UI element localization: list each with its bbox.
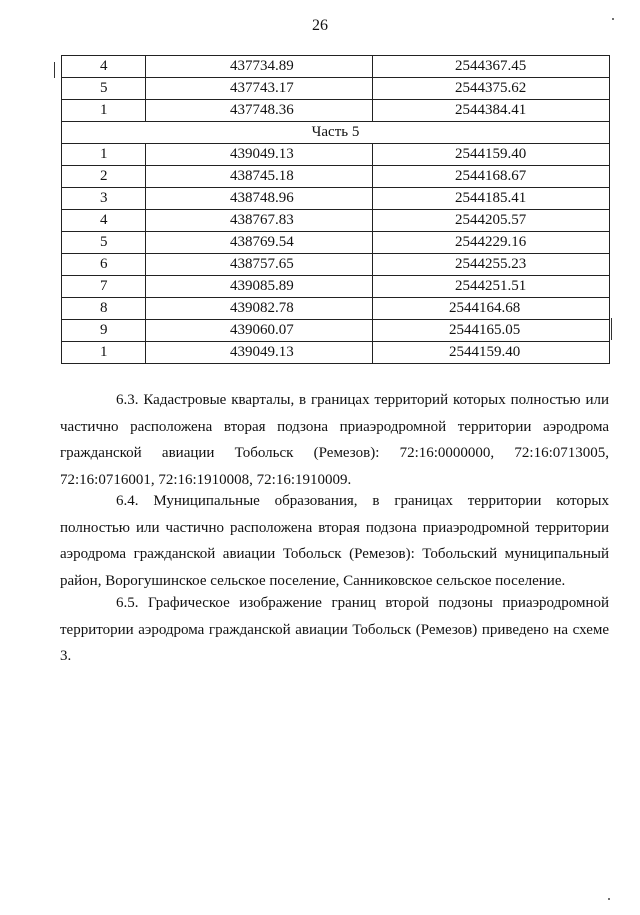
table-row: [62, 276, 610, 298]
section-heading: Часть 5: [62, 122, 610, 144]
coordinate-y: 2544164.68: [373, 298, 610, 320]
coordinate-y: 2544384.41: [373, 100, 610, 122]
coordinates-table: [61, 55, 610, 364]
coordinate-y: 2544159.40: [373, 144, 610, 166]
point-number: 6: [62, 254, 146, 276]
coordinate-y: 2544205.57: [373, 210, 610, 232]
page-number: 26: [312, 17, 328, 34]
point-number: 9: [62, 320, 146, 342]
table-row: [62, 210, 610, 232]
table-row: [62, 232, 610, 254]
paragraph-cadastral-quarters: 6.3. Кадастровые кварталы, в границах территорий которых полностью или частично расположена вторая подзона приаэродромной территории аэродрома гражданской авиации Тобольск (Ремезов): 72:16:0000000, 72:16:0713005, 72:16:0716001, 72:16:1910008, 72:16:1910009.: [60, 392, 609, 488]
coordinate-x: 437734.89: [146, 56, 373, 78]
point-number: 5: [62, 78, 146, 100]
point-number: 5: [62, 232, 146, 254]
coordinate-x: 437743.17: [146, 78, 373, 100]
coordinate-x: 438757.65: [146, 254, 373, 276]
scan-edge-mark: [54, 62, 55, 78]
point-number: 1: [62, 342, 146, 364]
coordinate-x: 439060.07: [146, 320, 373, 342]
coordinate-x: 439049.13: [146, 144, 373, 166]
coordinate-x: 438745.18: [146, 166, 373, 188]
coordinate-x: 439085.89: [146, 276, 373, 298]
coordinate-x: 438767.83: [146, 210, 373, 232]
coordinate-y: 2544367.45: [373, 56, 610, 78]
paragraph-municipalities: 6.4. Муниципальные образования, в границах территории которых полностью или частично расположена вторая подзона приаэродромной территории аэродрома гражданской авиации Тобольск (Ремезов): Тобольский муниципальный район, Ворогушинское сельское поселение, Санниковское сельское поселение.: [60, 493, 609, 589]
paragraph-graphic-scheme: 6.5. Графическое изображение границ второй подзоны приаэродромной территории аэродрома гражданской авиации Тобольск (Ремезов) приведено на схеме 3.: [60, 595, 609, 664]
scan-edge-mark: [611, 318, 612, 340]
point-number: 1: [62, 144, 146, 166]
table-row: [62, 78, 610, 100]
table-section-row: [62, 122, 610, 144]
coordinate-y: 2544229.16: [373, 232, 610, 254]
point-number: 7: [62, 276, 146, 298]
point-number: 4: [62, 210, 146, 232]
table-row: [62, 298, 610, 320]
table-row: [62, 166, 610, 188]
table-row: [62, 342, 610, 364]
coordinate-x: 439049.13: [146, 342, 373, 364]
table-row: [62, 320, 610, 342]
scan-speck: [612, 18, 614, 20]
coordinate-x: 438769.54: [146, 232, 373, 254]
table-row: [62, 188, 610, 210]
scan-speck: [608, 898, 610, 900]
point-number: 3: [62, 188, 146, 210]
coordinate-y: 2544185.41: [373, 188, 610, 210]
coordinate-y: 2544165.05: [373, 320, 610, 342]
point-number: 8: [62, 298, 146, 320]
coordinate-x: 438748.96: [146, 188, 373, 210]
table-row: [62, 100, 610, 122]
coordinate-x: 437748.36: [146, 100, 373, 122]
coordinate-y: 2544375.62: [373, 78, 610, 100]
point-number: 1: [62, 100, 146, 122]
point-number: 2: [62, 166, 146, 188]
coordinate-x: 439082.78: [146, 298, 373, 320]
point-number: 4: [62, 56, 146, 78]
table-row: [62, 144, 610, 166]
coordinate-y: 2544168.67: [373, 166, 610, 188]
coordinate-y: 2544255.23: [373, 254, 610, 276]
table-row: [62, 254, 610, 276]
coordinate-y: 2544159.40: [373, 342, 610, 364]
table-row: [62, 56, 610, 78]
coordinate-y: 2544251.51: [373, 276, 610, 298]
